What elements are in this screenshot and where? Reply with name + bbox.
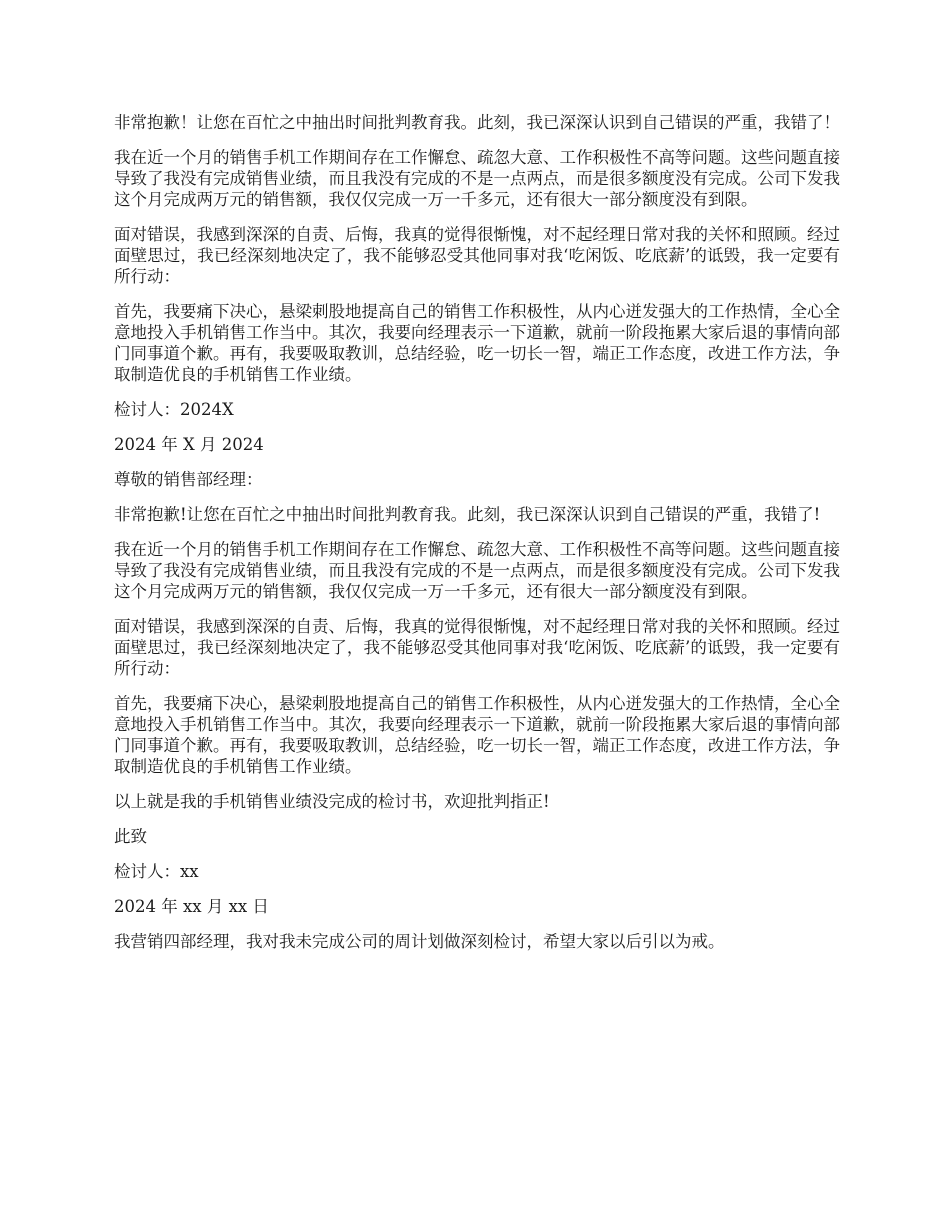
signature-line-2: 检讨人：xx	[114, 862, 199, 881]
signature-line: 检讨人：2024X	[114, 400, 234, 419]
paragraph-apology-intro-2: 非常抱歉!让您在百忙之中抽出时间批判教育我。此刻，我已深深认识到自己错误的严重，我错了!	[114, 505, 821, 524]
paragraph-problem-description-2: 我在近一个月的销售手机工作期间存在工作懈怠、疏忽大意、工作积极性不高等问题。这些问题直接导致了我没有完成销售业绩，而且我没有完成的不是一点两点，而是很多额度没有完成。公司下发我这个月完成两万元的销售额，我仅仅完成一万一千多元，还有很大一部分额度没有到限。	[114, 540, 840, 601]
paragraph-action-plan: 首先，我要痛下决心，悬梁刺股地提高自己的销售工作积极性，从内心迸发强大的工作热情，全心全意地投入手机销售工作当中。其次，我要向经理表示一下道歉，就前一阶段拖累大家后退的事情向部门同事道个歉。再有，我要吸取教训，总结经验，吃一切长一智，端正工作态度，改进工作方法，争取制造优良的手机销售工作业绩。	[114, 302, 840, 384]
paragraph-self-reflection-2: 面对错误，我感到深深的自责、后悔，我真的觉得很惭愧，对不起经理日常对我的关怀和照顾。经过面壁思过，我已经深刻地决定了，我不能够忍受其他同事对我‘吃闲饭、吃底薪’的诋毁，我一定要有所行动：	[114, 617, 840, 678]
salutation: 尊敬的销售部经理：	[114, 470, 263, 489]
paragraph-action-plan-2: 首先，我要痛下决心，悬梁刺股地提高自己的销售工作积极性，从内心迸发强大的工作热情，全心全意地投入手机销售工作当中。其次，我要向经理表示一下道歉，就前一阶段拖累大家后退的事情向部门同事道个歉。再有，我要吸取教训，总结经验，吃一切长一智，端正工作态度，改进工作方法，争取制造优良的手机销售工作业绩。	[114, 694, 840, 776]
paragraph-self-reflection: 面对错误，我感到深深的自责、后悔，我真的觉得很惭愧，对不起经理日常对我的关怀和照顾。经过面壁思过，我已经深刻地决定了，我不能够忍受其他同事对我‘吃闲饭、吃底薪’的诋毁，我一定要有所行动：	[114, 225, 840, 286]
date-line-2: 2024 年 xx 月 xx 日	[114, 897, 269, 916]
date-line: 2024 年 X 月 2024	[114, 435, 264, 454]
paragraph-closing: 以上就是我的手机销售业绩没完成的检讨书，欢迎批判指正!	[114, 792, 550, 811]
document-body	[114, 112, 840, 966]
paragraph-apology-intro: 非常抱歉！让您在百忙之中抽出时间批判教育我。此刻，我已深深认识到自己错误的严重，我错了！	[114, 113, 840, 132]
paragraph-problem-description: 我在近一个月的销售手机工作期间存在工作懈怠、疏忽大意、工作积极性不高等问题。这些问题直接导致了我没有完成销售业绩，而且我没有完成的不是一点两点，而是很多额度没有完成。公司下发我这个月完成两万元的销售额，我仅仅完成一万一千多元，还有很大一部分额度没有到限。	[114, 148, 840, 209]
closing-salutation: 此致	[114, 827, 147, 846]
paragraph-final-note: 我营销四部经理，我对我未完成公司的周计划做深刻检讨，希望大家以后引以为戒。	[114, 932, 725, 951]
